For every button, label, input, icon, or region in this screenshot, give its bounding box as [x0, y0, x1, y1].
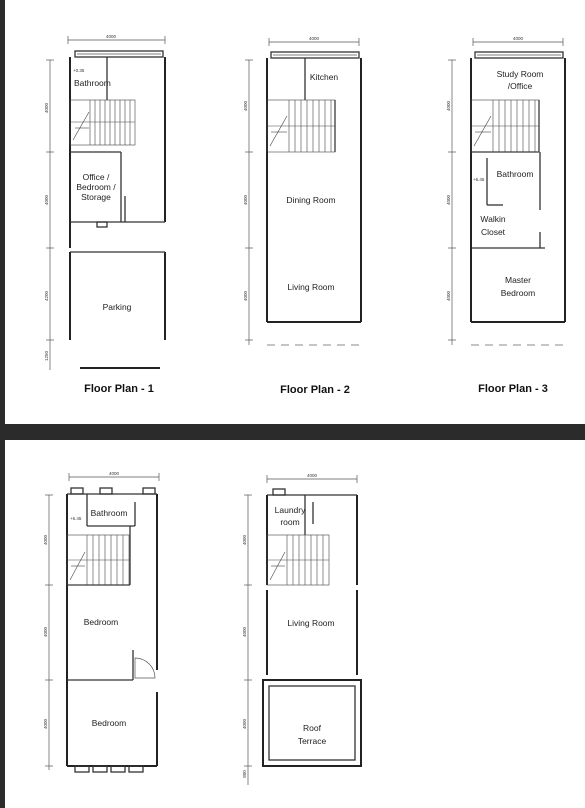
plan4-depth-dim-c: 4000	[43, 718, 48, 730]
plan3-staircase	[471, 100, 539, 152]
floor-plans-bottom-panel	[5, 440, 585, 808]
plan5-laundry-label-1: Laundry	[274, 505, 306, 515]
plan3-walkin-label-2: Closet	[480, 227, 506, 237]
plan1-parking-label: Parking	[102, 302, 132, 312]
plan3-study-label-2: /Office	[507, 81, 533, 91]
plan5-depth-dim-c: 4000	[242, 718, 247, 730]
plan3-master-label-1: Master	[505, 275, 531, 285]
floor-plans-top-svg	[5, 0, 585, 424]
plan5-laundry-label-2: room	[280, 517, 300, 527]
plan5-staircase	[267, 535, 329, 585]
plan4-depth-dim-b: 4000	[43, 626, 48, 638]
floor-plan-4	[43, 471, 159, 772]
plan3-walkin-label-1: Walkin	[480, 214, 506, 224]
plan2-dining-label: Dining Room	[286, 195, 336, 205]
plan4-width-dim: 4000	[108, 471, 120, 476]
plan1-width-dim: 4000	[105, 34, 117, 39]
plan4-level-label: +6.45	[70, 516, 82, 521]
plan1-level-label: +0.35	[73, 68, 85, 73]
floor-plan-5	[242, 473, 361, 785]
plan1-staircase	[70, 100, 135, 145]
plan1-depth-dim-b: 4000	[44, 194, 49, 206]
plan3-bathroom-label: Bathroom	[496, 169, 534, 179]
plan4-bedroom-a-label: Bedroom	[83, 617, 119, 627]
plan2-depth-dim-a: 4000	[243, 100, 248, 112]
plan2-depth-dim-b: 4000	[243, 194, 248, 206]
plan1-parking-dim: 4200	[44, 290, 49, 302]
plan5-terrace-front-dim: 800	[242, 770, 247, 778]
plan3-depth-dim-b: 4000	[446, 194, 451, 206]
plan4-door-swing-icon	[135, 658, 155, 678]
floor-plans-top-panel	[5, 0, 585, 424]
plan5-terrace-label-1: Roof	[303, 723, 321, 733]
plan1-office-label-2: Bedroom /	[76, 182, 116, 192]
plan1-office-label-3: Storage	[81, 192, 111, 202]
plan3-study-label-1: Study Room	[496, 69, 544, 79]
plan5-terrace-label-2: Terrace	[297, 736, 327, 746]
plan3-master-label-2: Bedroom	[500, 288, 536, 298]
plan2-living-label: Living Room	[287, 282, 335, 292]
plan5-width-dim: 4000	[306, 473, 318, 478]
plan4-staircase	[67, 535, 129, 585]
plan3-width-dim: 4000	[512, 36, 524, 41]
plan3-level-label: +6.45	[473, 177, 485, 182]
plan1-front-dim: 1250	[44, 350, 49, 362]
plan4-depth-dim-a: 4000	[43, 534, 48, 546]
plan1-office-label-1: Office /	[82, 172, 110, 182]
plan4-bedroom-b-label: Bedroom	[91, 718, 127, 728]
plan3-depth-dim-a: 4000	[446, 100, 451, 112]
floor-plan-3-caption: Floor Plan - 3	[478, 383, 548, 395]
floor-plan-3	[446, 36, 565, 395]
floor-plan-2	[243, 36, 361, 396]
floor-plan-2-caption: Floor Plan - 2	[280, 384, 350, 396]
plan5-depth-dim-b: 4000	[242, 626, 247, 638]
plan2-width-dim: 4000	[308, 36, 320, 41]
plan1-bathroom-label: Bathroom	[74, 78, 111, 88]
plan3-depth-dim-c: 4000	[446, 290, 451, 302]
floor-plan-1	[44, 34, 165, 395]
plan2-kitchen-label: Kitchen	[309, 72, 339, 82]
plan1-depth-dim-a: 4000	[44, 102, 49, 114]
plan5-depth-dim-a: 4000	[242, 534, 247, 546]
floor-plans-bottom-svg	[5, 440, 585, 808]
floor-plan-1-caption: Floor Plan - 1	[84, 383, 154, 395]
plan4-bathroom-label: Bathroom	[90, 508, 128, 518]
plan5-living-label: Living Room	[287, 618, 335, 628]
plan2-depth-dim-c: 4000	[243, 290, 248, 302]
plan2-staircase	[267, 100, 335, 152]
